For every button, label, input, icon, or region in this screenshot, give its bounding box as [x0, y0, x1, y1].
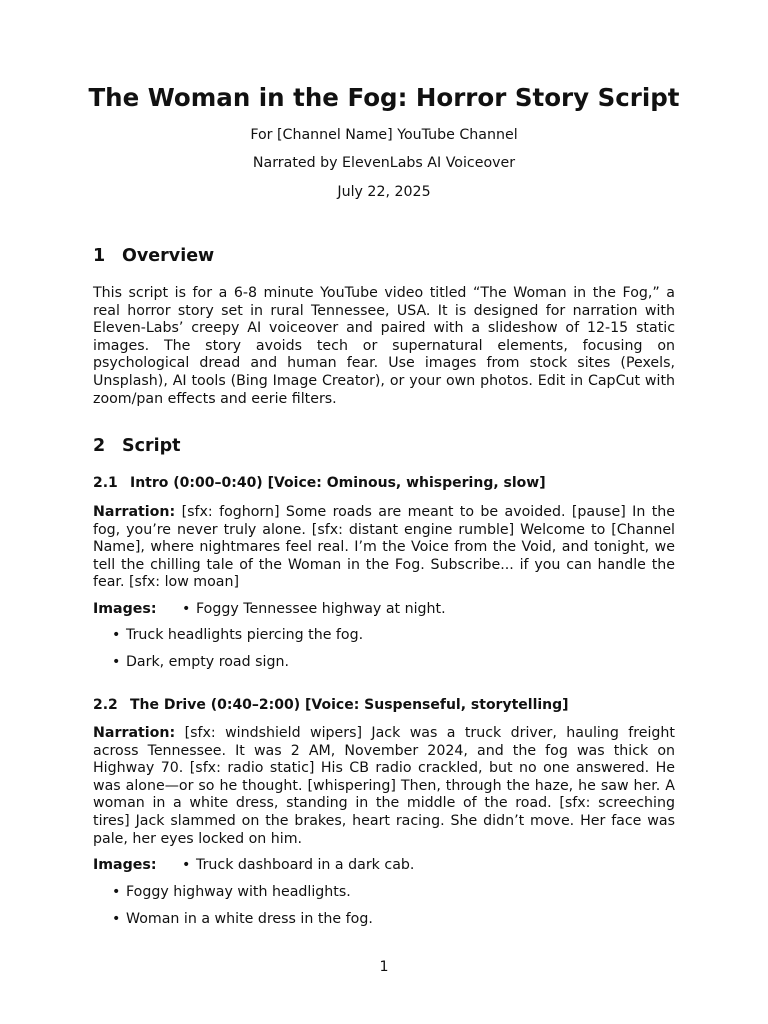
document-title: The Woman in the Fog: Horror Story Script: [88, 83, 680, 112]
image-list-item: [112, 909, 373, 929]
bullet-icon: •: [112, 884, 121, 900]
bullet-icon: •: [182, 857, 191, 873]
bullet-icon: •: [182, 601, 191, 617]
overview-paragraph: This script is for a 6-8 minute YouTube video titled “The Woman in the Fog,” a real horror story set in rural Tennessee, USA. It is designed for narration with Eleven-Labs’ creepy AI voiceover and paired with a slideshow of 12-15 static images. The story avoids tech or supernatural elements, focusing on psychological dread and human fear. Use images from stock sites (Pexels, Unsplash), AI tools (Bing Image Creator), or your own photos. Edit in CapCut with zoom/pan effects and eerie filters.: [93, 285, 675, 407]
page-number: 1: [379, 959, 389, 975]
image-item: Woman in a white dress in the fog.: [126, 911, 373, 927]
narration-label: Narration:: [93, 725, 176, 741]
section-title: Script: [122, 436, 181, 456]
image-list-item: [112, 882, 351, 902]
bullet-icon: •: [112, 654, 121, 670]
image-item: Foggy highway with headlights.: [126, 884, 351, 900]
document-date: July 22, 2025: [337, 184, 431, 200]
image-item: Foggy Tennessee highway at night.: [196, 601, 446, 617]
image-item: Dark, empty road sign.: [126, 654, 289, 670]
subsection-number: 2.2: [93, 697, 118, 713]
subsection-number: 2.1: [93, 475, 118, 491]
narration-text: [sfx: foghorn] Some roads are meant to be avoided. [pause] In the fog, you’re never truly alone. [sfx: distant engine rumble] Welcome to [Channel Name], where nightmares feel real. I’m the Voice from the Void, and tonight, we tell the chilling tale of the Woman in the Fog. Subscribe... if you can handle the fear. [sfx: low moan]: [93, 504, 676, 591]
bullet-icon: •: [112, 911, 121, 927]
channel-line: For [Channel Name] YouTube Channel: [250, 127, 518, 143]
drive-images-line: [93, 855, 414, 875]
section-number: 2: [93, 436, 106, 456]
section-heading-overview: [93, 244, 214, 268]
narrator-line: Narrated by ElevenLabs AI Voiceover: [252, 155, 516, 171]
image-list-item: [112, 652, 289, 672]
image-list-item: [112, 625, 363, 645]
intro-images-line: [93, 599, 446, 619]
section-number: 1: [93, 246, 106, 266]
drive-narration: [93, 725, 675, 848]
intro-narration: [93, 504, 675, 592]
images-label: Images:: [93, 857, 157, 873]
narration-label: Narration:: [93, 504, 176, 520]
bullet-icon: •: [112, 627, 121, 643]
subsection-title: Intro (0:00–0:40) [Voice: Ominous, whispering, slow]: [130, 475, 546, 491]
section-title: Overview: [122, 246, 215, 266]
subsection-title: The Drive (0:40–2:00) [Voice: Suspenseful, storytelling]: [130, 697, 569, 713]
section-heading-script: [93, 434, 181, 458]
subsection-heading-intro: [93, 473, 546, 493]
subsection-heading-drive: [93, 695, 569, 715]
narration-text: [sfx: windshield wipers] Jack was a truck driver, hauling freight across Tennessee. It was 2 AM, November 2024, and the fog was thick on Highway 70. [sfx: radio static] His CB radio crackled, but no one answered. He was alone—or so he thought. [whispering] Then, through the haze, he saw her. A woman in a white dress, standing in the middle of the road. [sfx: screeching tires] Jack slammed on the brakes, heart racing. She didn’t move. Her face was pale, her eyes locked on him.: [93, 725, 675, 847]
images-label: Images:: [93, 601, 157, 617]
image-item: Truck headlights piercing the fog.: [126, 627, 364, 643]
image-item: Truck dashboard in a dark cab.: [196, 857, 415, 873]
